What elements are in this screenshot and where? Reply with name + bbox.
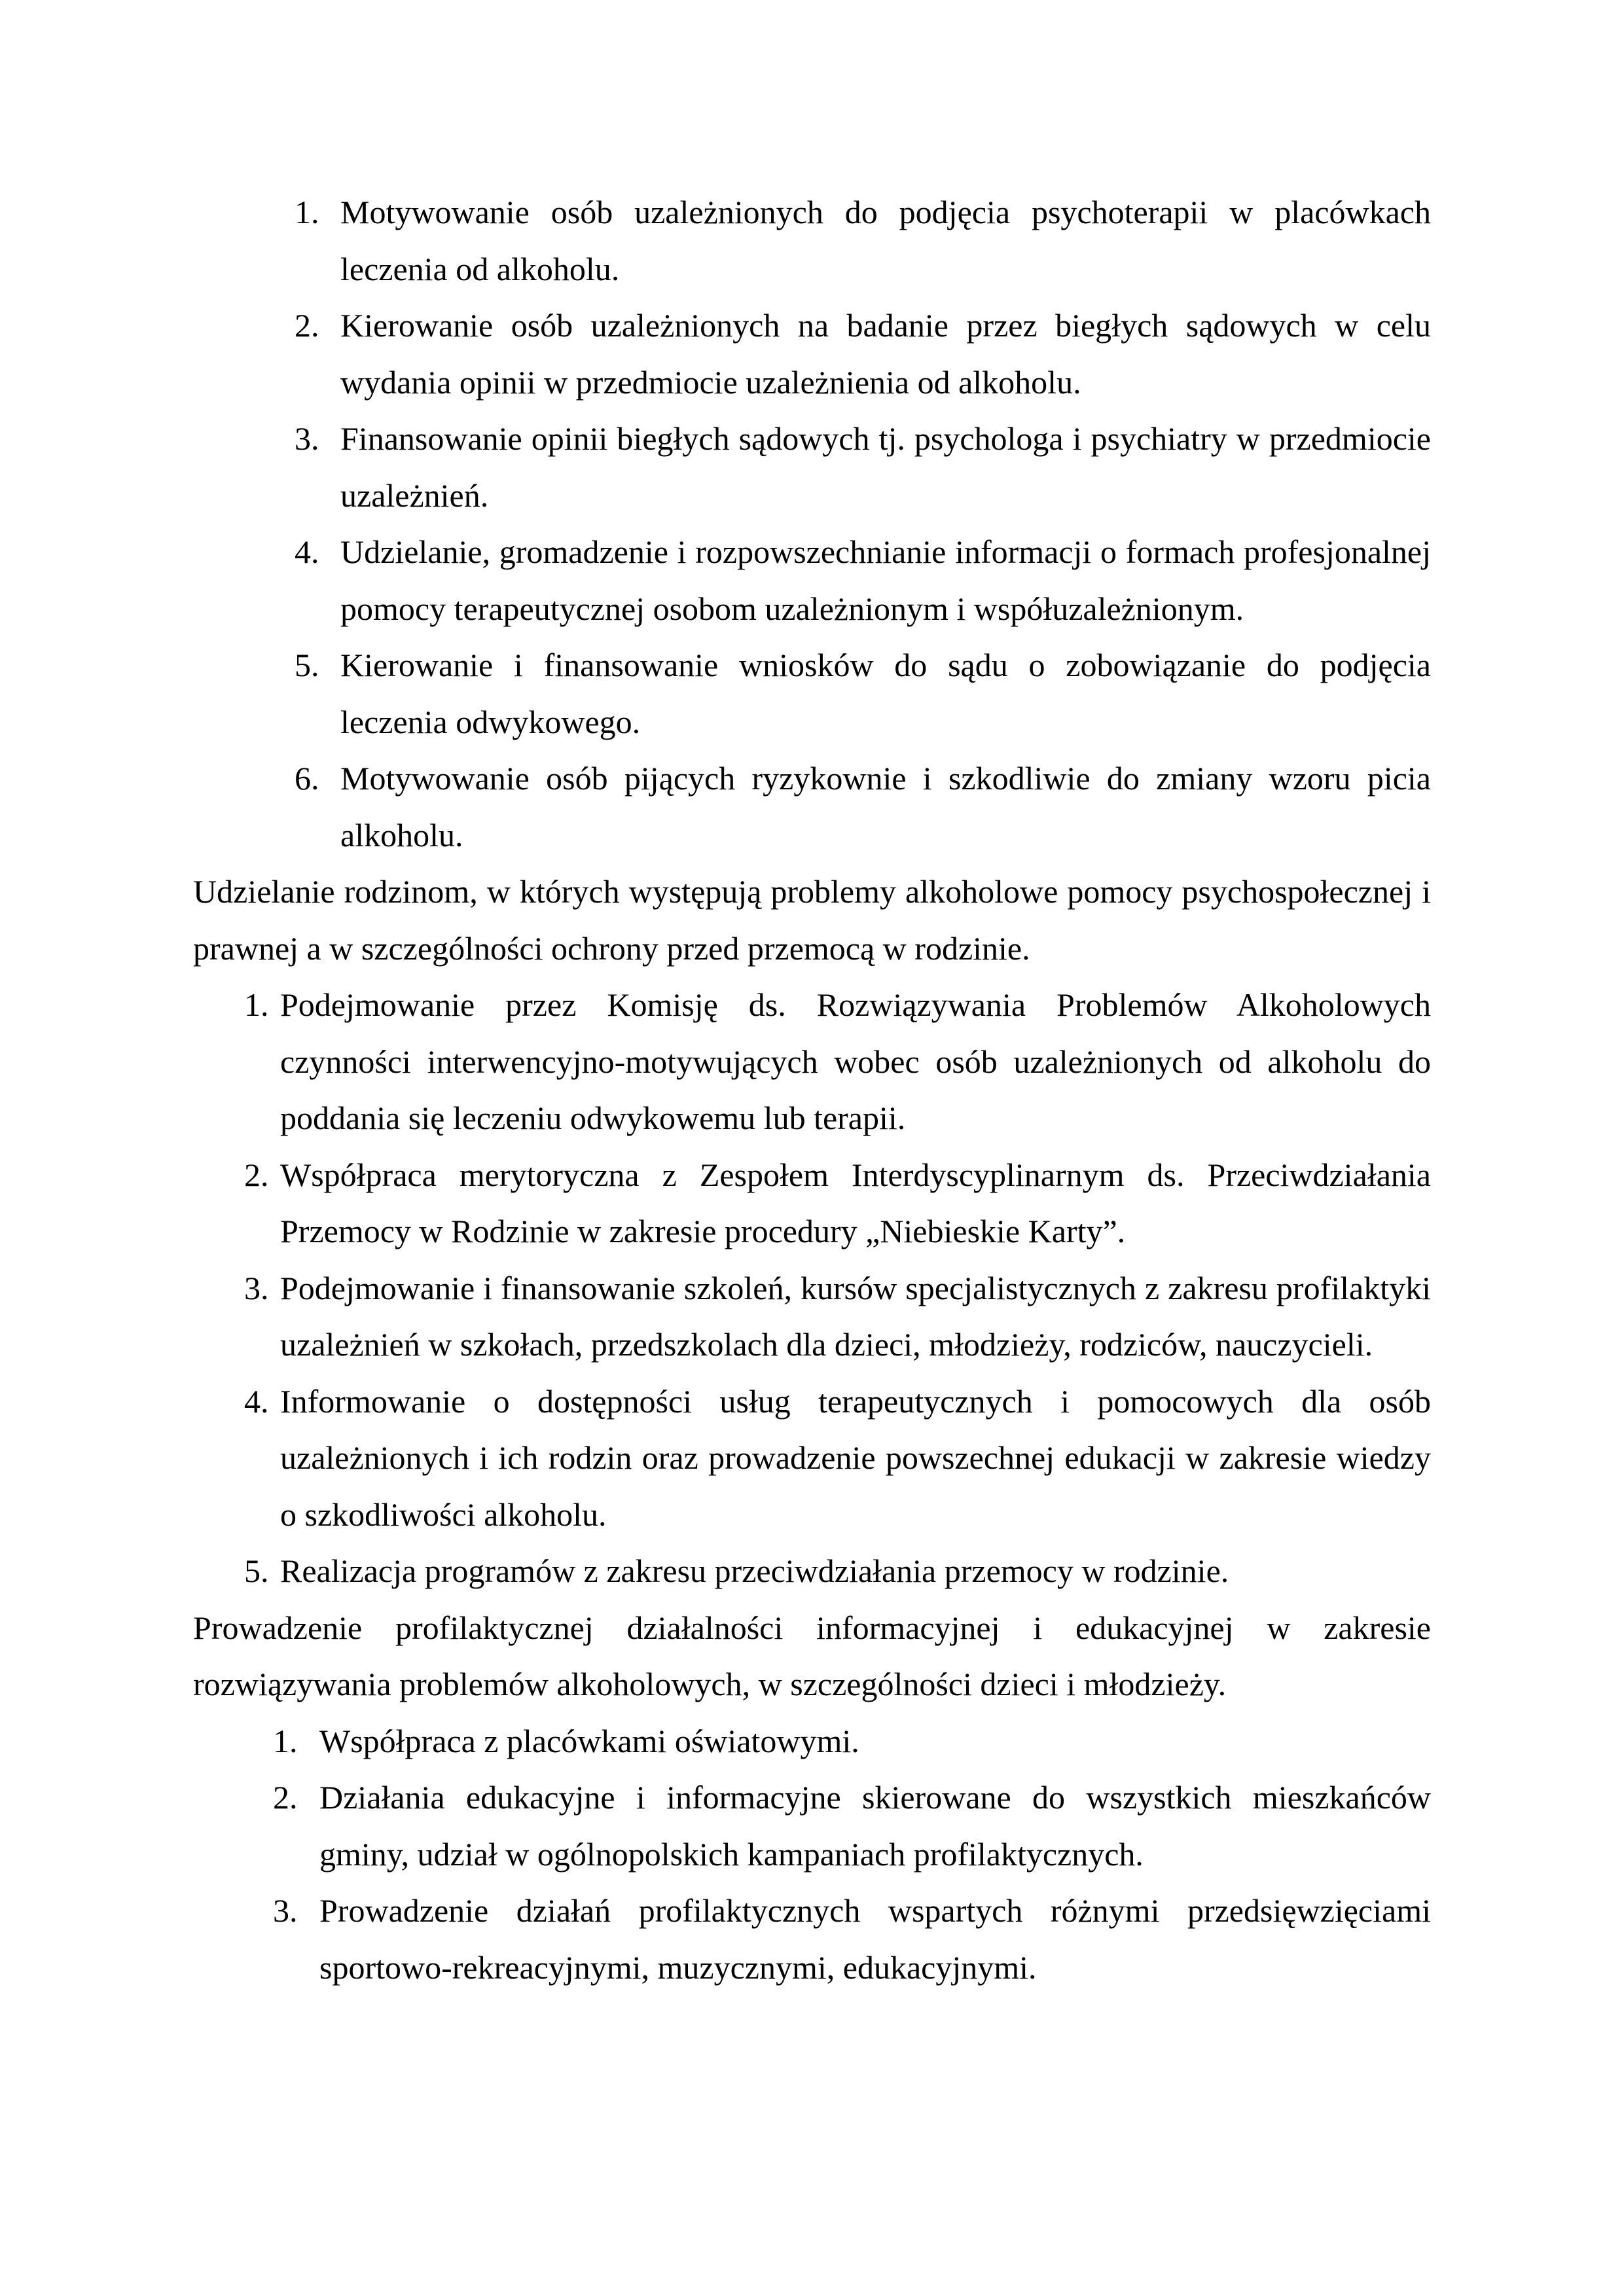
list-item-number: 4. <box>295 533 319 570</box>
list-item <box>193 1373 1431 1543</box>
list-item <box>193 184 1431 297</box>
list-item-text: Motywowanie osób pijących ryzykownie i szkodliwie do zmiany wzoru picia alkoholu. <box>340 760 1431 853</box>
list-item-number: 5. <box>295 647 319 683</box>
list-item-text: Finansowanie opinii biegłych sądowych tj. psychologa i psychiatry w przedmiocie uzależnień. <box>340 420 1431 514</box>
list-item-text: Podejmowanie i finansowanie szkoleń, kursów specjalistycznych z zakresu profilaktyki uzależnień w szkołach, przedszkolach dla dzieci, młodzieży, rodziców, nauczycieli. <box>280 1269 1431 1363</box>
list-item-number: 1. <box>244 986 269 1023</box>
paragraph-2: Prowadzenie profilaktycznej działalności informacyjnej i edukacyjnej w zakresie rozwiązywania problemów alkoholowych, w szczególności dzieci i młodzieży. <box>193 1609 1431 1702</box>
list-item-number: 2. <box>273 1779 298 1816</box>
list-item-text: Realizacja programów z zakresu przeciwdziałania przemocy w rodzinie. <box>280 1552 1229 1589</box>
list-item <box>193 297 1431 410</box>
list-item <box>193 410 1431 524</box>
ordered-list-3 <box>193 1713 1431 1996</box>
list-item-text: Kierowanie i finansowanie wniosków do sądu o zobowiązanie do podjęcia leczenia odwykowego. <box>340 647 1431 740</box>
list-item-number: 3. <box>244 1269 269 1306</box>
list-item <box>193 1882 1431 1996</box>
list-item-number: 3. <box>273 1892 298 1929</box>
list-item-text: Informowanie o dostępności usług terapeutycznych i pomocowych dla osób uzależnionych i ich rodzin oraz prowadzenie powszechnej edukacji w zakresie wiedzy o szkodliwości alkoholu. <box>280 1382 1431 1533</box>
list-item-number: 1. <box>273 1722 298 1759</box>
list-item <box>193 637 1431 750</box>
list-item-number: 2. <box>295 307 319 344</box>
list-item-number: 2. <box>244 1156 269 1193</box>
list-item <box>193 1260 1431 1373</box>
list-item-text: Współpraca z placówkami oświatowymi. <box>319 1722 859 1759</box>
list-item-text: Udzielanie, gromadzenie i rozpowszechnianie informacji o formach profesjonalnej pomocy terapeutycznej osobom uzależnionym i współuzależnionym. <box>340 533 1431 627</box>
list-item <box>193 1543 1431 1600</box>
paragraph-1: Udzielanie rodzinom, w których występują problemy alkoholowe pomocy psychospołecznej i prawnej a w szczególności ochrony przed przemocą w rodzinie. <box>193 873 1431 967</box>
list-item-number: 6. <box>295 760 319 797</box>
list-item-text: Kierowanie osób uzależnionych na badanie przez biegłych sądowych w celu wydania opinii w przedmiocie uzależnienia od alkoholu. <box>340 307 1431 401</box>
list-item-text: Działania edukacyjne i informacyjne skierowane do wszystkich mieszkańców gminy, udział w ogólnopolskich kampaniach profilaktycznych. <box>319 1779 1431 1873</box>
list-item <box>193 1769 1431 1882</box>
ordered-list-1 <box>193 184 1431 863</box>
list-item <box>193 524 1431 637</box>
ordered-list-2 <box>193 977 1431 1600</box>
list-item-number: 4. <box>244 1382 269 1420</box>
list-item <box>193 977 1431 1147</box>
list-item-text: Podejmowanie przez Komisję ds. Rozwiązywania Problemów Alkoholowych czynności interwencyjno-motywujących wobec osób uzależnionych od alkoholu do poddania się leczeniu odwykowemu lub terapii. <box>280 986 1431 1136</box>
list-item-text: Motywowanie osób uzależnionych do podjęcia psychoterapii w placówkach leczenia od alkoholu. <box>340 194 1431 287</box>
list-item <box>193 1713 1431 1770</box>
list-item-text: Współpraca merytoryczna z Zespołem Interdyscyplinarnym ds. Przeciwdziałania Przemocy w Rodzinie w zakresie procedury „Niebieskie Karty”. <box>280 1156 1431 1249</box>
list-item-number: 3. <box>295 420 319 457</box>
list-item <box>193 1147 1431 1260</box>
list-item-number: 5. <box>244 1552 269 1589</box>
list-item-text: Prowadzenie działań profilaktycznych wspartych różnymi przedsięwzięciami sportowo-rekreacyjnymi, muzycznymi, edukacyjnymi. <box>319 1892 1431 1986</box>
list-item-number: 1. <box>295 194 319 230</box>
list-item <box>193 750 1431 863</box>
